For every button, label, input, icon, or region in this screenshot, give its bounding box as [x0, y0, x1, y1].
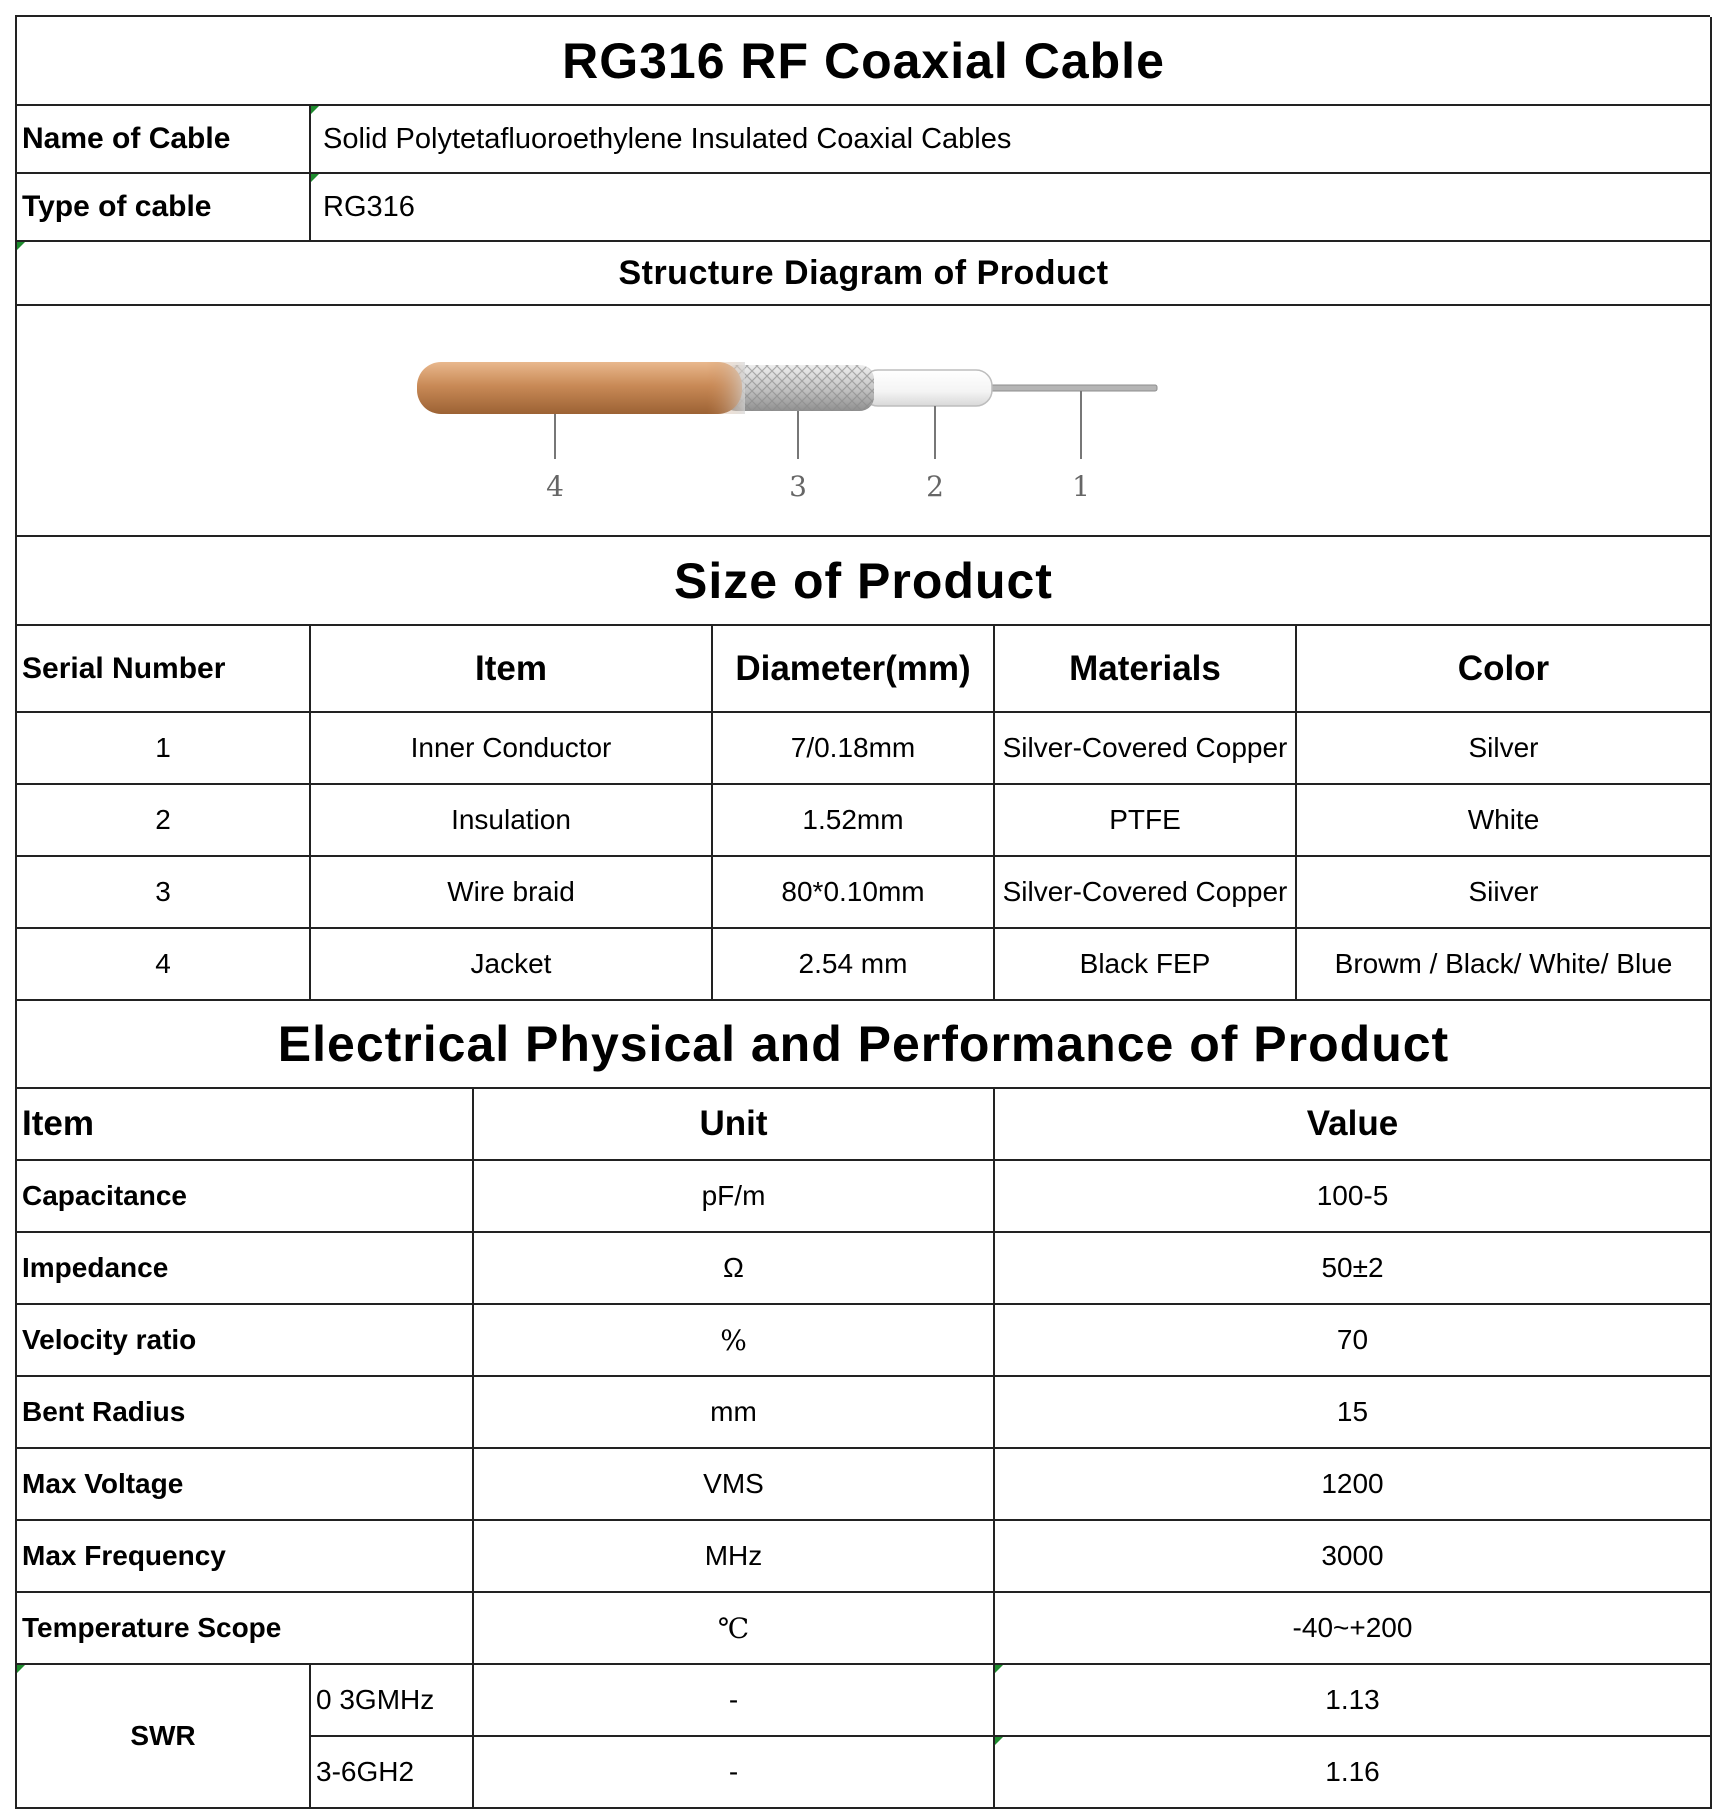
electrical-row-3-value: 70	[995, 1305, 1712, 1377]
size-row-4-diameter: 2.54 mm	[713, 929, 995, 1001]
size-row-2-item: Insulation	[311, 785, 713, 857]
size-header-serial: Serial Number	[17, 626, 311, 713]
callout-3: 3	[789, 470, 807, 503]
electrical-row-7-item: Temperature Scope	[17, 1593, 474, 1665]
electrical-row-1-value: 100-5	[995, 1161, 1712, 1233]
electrical-row-4-unit: mm	[474, 1377, 995, 1449]
electrical-row-6-unit: MHz	[474, 1521, 995, 1593]
electrical-row-4-item: Bent Radius	[17, 1377, 474, 1449]
electrical-row-2-unit: Ω	[474, 1233, 995, 1305]
swr-label: SWR	[17, 1665, 311, 1809]
electrical-row-4-value: 15	[995, 1377, 1712, 1449]
size-row-2-materials: PTFE	[995, 785, 1297, 857]
spec-sheet	[15, 15, 1710, 1809]
size-row-4-serial: 4	[17, 929, 311, 1001]
electrical-row-1-item: Capacitance	[17, 1161, 474, 1233]
size-row-1-item: Inner Conductor	[311, 713, 713, 785]
electrical-row-5-unit: VMS	[474, 1449, 995, 1521]
page-title: RG316 RF Coaxial Cable	[17, 17, 1712, 106]
size-header-color: Color	[1297, 626, 1712, 713]
insulation-shape	[862, 370, 992, 406]
type-of-cable-label: Type of cable	[17, 174, 311, 242]
type-of-cable-value: RG316	[311, 174, 1712, 242]
spec-table	[15, 15, 1710, 1809]
electrical-row-5-value: 1200	[995, 1449, 1712, 1521]
inner-conductor-shape	[977, 385, 1157, 391]
size-header-diameter: Diameter(mm)	[713, 626, 995, 713]
size-row-2-color: White	[1297, 785, 1712, 857]
electrical-row-7-value: -40~+200	[995, 1593, 1712, 1665]
size-row-3-materials: Silver-Covered Copper	[995, 857, 1297, 929]
structure-diagram-heading: Structure Diagram of Product	[17, 242, 1712, 306]
size-row-1-diameter: 7/0.18mm	[713, 713, 995, 785]
electrical-row-2-item: Impedance	[17, 1233, 474, 1305]
electrical-row-7-unit: ℃	[474, 1593, 995, 1665]
size-row-1-color: Silver	[1297, 713, 1712, 785]
name-of-cable-value: Solid Polytetafluoroethylene Insulated Coaxial Cables	[311, 106, 1712, 174]
cable-diagram-svg	[17, 306, 1710, 535]
callout-2: 2	[926, 470, 944, 503]
electrical-row-3-item: Velocity ratio	[17, 1305, 474, 1377]
callout-1: 1	[1072, 470, 1090, 503]
size-of-product-heading: Size of Product	[17, 537, 1712, 626]
size-row-4-item: Jacket	[311, 929, 713, 1001]
swr-row-2-range: 3-6GH2	[311, 1737, 474, 1809]
electrical-row-6-value: 3000	[995, 1521, 1712, 1593]
electrical-row-5-item: Max Voltage	[17, 1449, 474, 1521]
electrical-row-3-unit: %	[474, 1305, 995, 1377]
electrical-row-6-item: Max Frequency	[17, 1521, 474, 1593]
size-row-4-materials: Black FEP	[995, 929, 1297, 1001]
swr-row-1-value: 1.13	[995, 1665, 1712, 1737]
size-row-1-serial: 1	[17, 713, 311, 785]
swr-row-1-unit: -	[474, 1665, 995, 1737]
electrical-row-1-unit: pF/m	[474, 1161, 995, 1233]
size-row-2-serial: 2	[17, 785, 311, 857]
size-row-3-serial: 3	[17, 857, 311, 929]
size-row-3-color: Siiver	[1297, 857, 1712, 929]
size-header-item: Item	[311, 626, 713, 713]
electrical-header-item: Item	[17, 1089, 474, 1161]
swr-row-2-unit: -	[474, 1737, 995, 1809]
size-row-3-diameter: 80*0.10mm	[713, 857, 995, 929]
electrical-header-unit: Unit	[474, 1089, 995, 1161]
swr-row-2-value: 1.16	[995, 1737, 1712, 1809]
size-row-2-diameter: 1.52mm	[713, 785, 995, 857]
size-row-1-materials: Silver-Covered Copper	[995, 713, 1297, 785]
size-row-3-item: Wire braid	[311, 857, 713, 929]
callout-4: 4	[546, 470, 564, 503]
electrical-heading: Electrical Physical and Performance of Product	[17, 1001, 1712, 1089]
swr-row-1-range: 0 3GMHz	[311, 1665, 474, 1737]
electrical-header-value: Value	[995, 1089, 1712, 1161]
jacket-shape	[417, 362, 742, 414]
structure-diagram	[17, 306, 1712, 537]
electrical-row-2-value: 50±2	[995, 1233, 1712, 1305]
size-header-materials: Materials	[995, 626, 1297, 713]
size-row-4-color: Browm / Black/ White/ Blue	[1297, 929, 1712, 1001]
name-of-cable-label: Name of Cable	[17, 106, 311, 174]
